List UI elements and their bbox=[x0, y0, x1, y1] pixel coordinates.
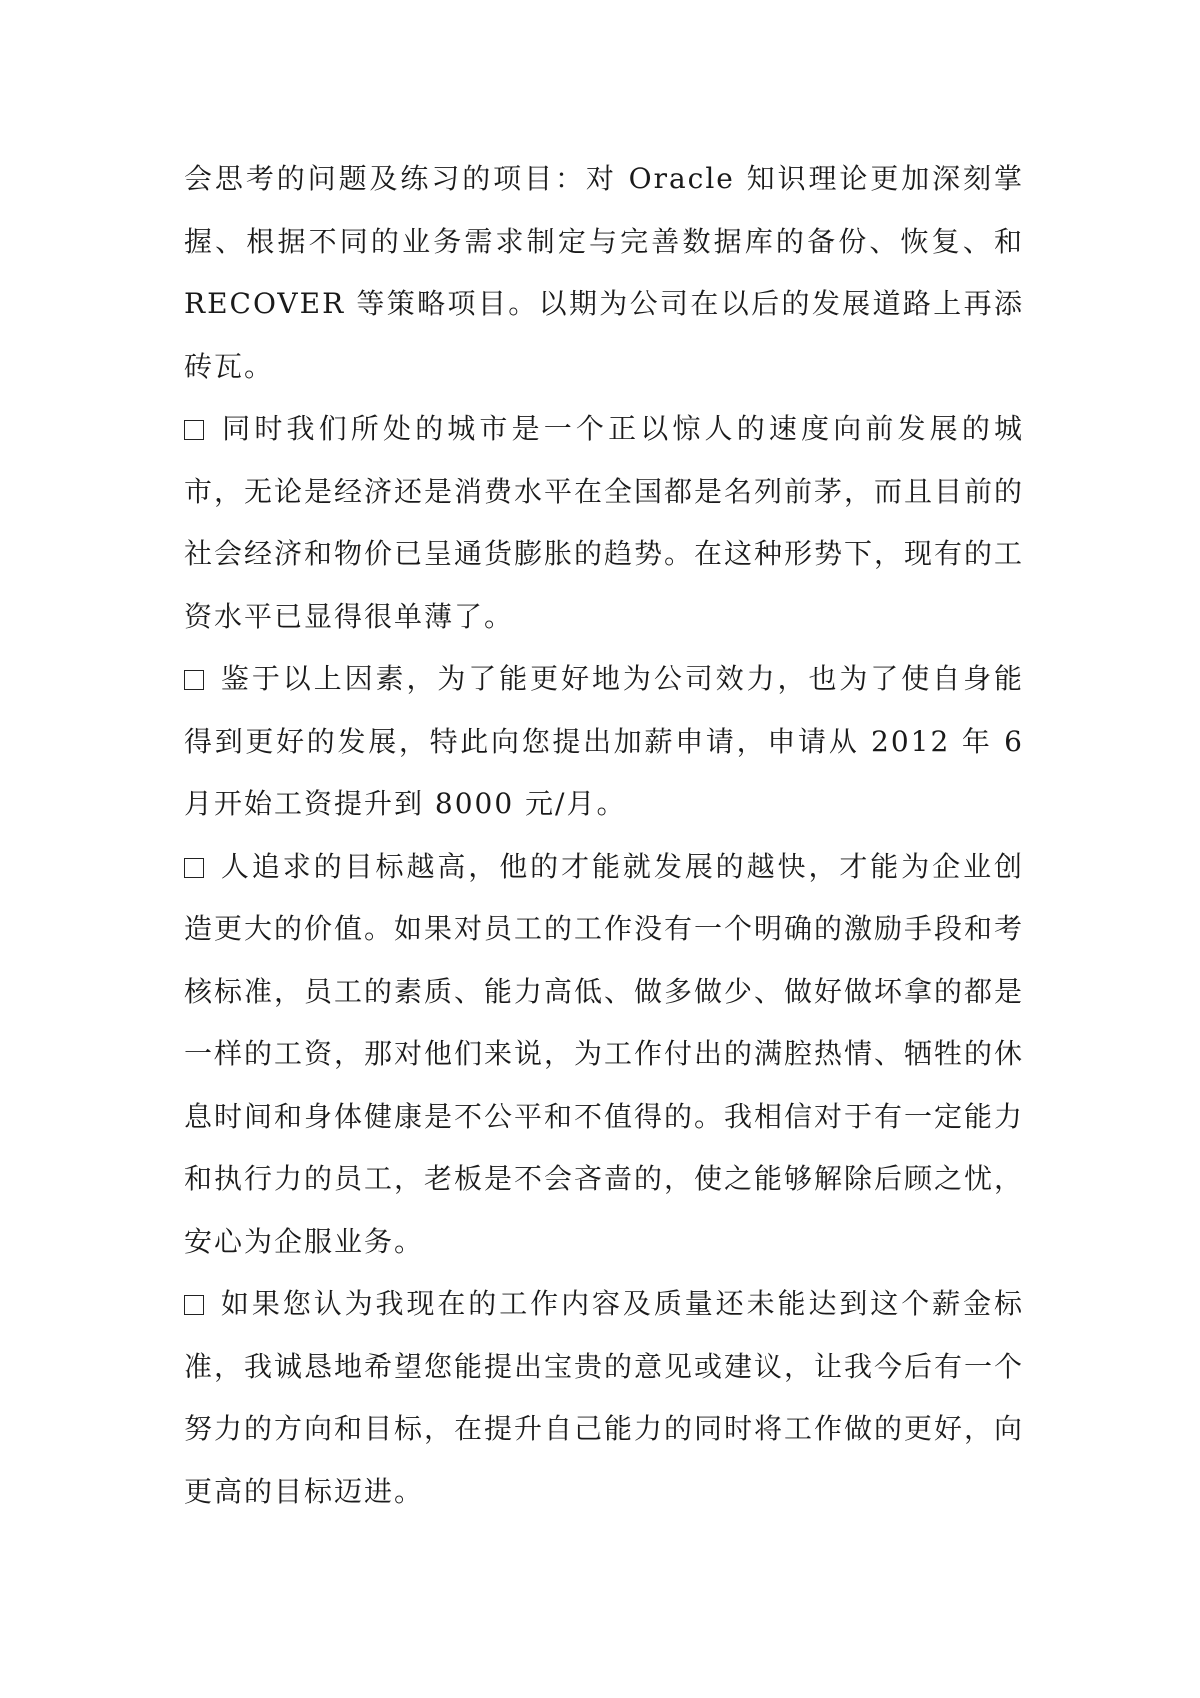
paragraph-1 bbox=[184, 148, 1024, 398]
paragraph-text: 如果您认为我现在的工作内容及质量还未能达到这个薪金标准，我诚恳地希望您能提出宝贵的意见或建议，让我今后有一个努力的方向和目标，在提升自己能力的同时将工作做的更好，向更高的目标迈进。 bbox=[184, 1287, 1025, 1508]
paragraph-3 bbox=[184, 648, 1024, 836]
paragraph-text: 人追求的目标越高，他的才能就发展的越快，才能为企业创造更大的价值。如果对员工的工作没有一个明确的激励手段和考核标准，员工的素质、能力高低、做多做少、做好做坏拿的都是一样的工资，那对他们来说，为工作付出的满腔热情、牺牲的休息时间和身体健康是不公平和不值得的。我相信对于有一定能力和执行力的员工，老板是不会吝啬的，使之能够解除后顾之忧，安心为企服业务。 bbox=[184, 849, 1025, 1258]
document-body bbox=[184, 148, 1024, 1523]
paragraph-5 bbox=[184, 1273, 1024, 1523]
checkbox-bullet-icon bbox=[184, 858, 204, 878]
paragraph-4 bbox=[184, 836, 1024, 1274]
checkbox-bullet-icon bbox=[184, 1295, 204, 1315]
paragraph-2 bbox=[184, 398, 1024, 648]
checkbox-bullet-icon bbox=[184, 670, 204, 690]
paragraph-text: 同时我们所处的城市是一个正以惊人的速度向前发展的城市，无论是经济还是消费水平在全国都是名列前茅，而且目前的社会经济和物价已呈通货膨胀的趋势。在这种形势下，现有的工资水平已显得很单薄了。 bbox=[184, 412, 1025, 633]
paragraph-text: 鉴于以上因素，为了能更好地为公司效力，也为了使自身能得到更好的发展，特此向您提出加薪申请，申请从 2012 年 6 月开始工资提升到 8000 元/月。 bbox=[184, 662, 1024, 820]
checkbox-bullet-icon bbox=[184, 420, 204, 440]
paragraph-text: 会思考的问题及练习的项目：对 Oracle 知识理论更加深刻掌握、根据不同的业务需求制定与完善数据库的备份、恢复、和 RECOVER 等策略项目。以期为公司在以后的发展道路上再添砖瓦。 bbox=[184, 162, 1024, 383]
